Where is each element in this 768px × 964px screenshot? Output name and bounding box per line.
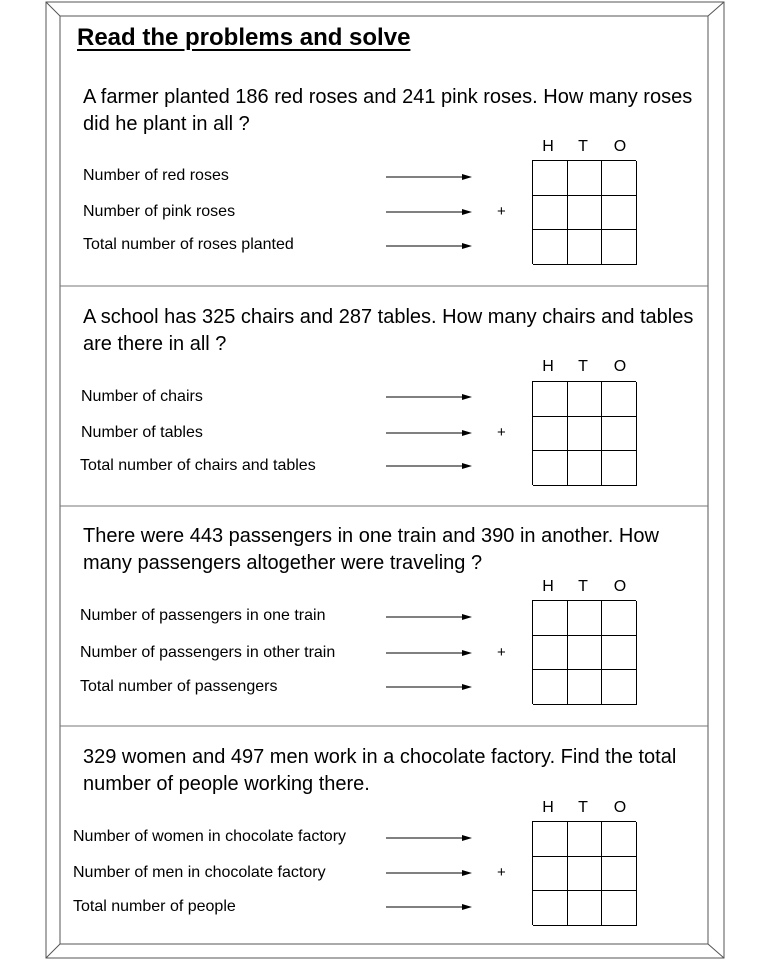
row-label: Number of tables: [81, 424, 203, 441]
arrow-icon: [386, 649, 472, 657]
row-label: Number of women in chocolate factory: [73, 828, 347, 845]
row-label: Number of pink roses: [83, 203, 236, 220]
plus-sign: +: [497, 864, 506, 881]
grid-cell[interactable]: [568, 417, 602, 451]
grid-cell[interactable]: [533, 417, 568, 451]
problem-3: [0, 523, 768, 743]
worksheet-title: Read the problems and solve: [77, 24, 411, 51]
ones-header: O: [613, 358, 627, 375]
grid-cell[interactable]: [533, 601, 568, 636]
arrow-icon: [386, 393, 472, 401]
hundreds-header: H: [542, 358, 554, 375]
grid-cell[interactable]: [568, 161, 602, 196]
row-label: Total number of chairs and tables: [80, 457, 316, 474]
grid-cell[interactable]: [602, 230, 637, 265]
arrow-icon: [386, 242, 472, 250]
row-label: Number of red roses: [83, 167, 229, 184]
grid-cell[interactable]: [602, 891, 637, 926]
hundreds-header: H: [542, 799, 554, 816]
row-label: Total number of people: [73, 898, 236, 915]
plus-sign: +: [497, 203, 506, 220]
grid-cell[interactable]: [533, 196, 568, 230]
grid-cell[interactable]: [602, 196, 637, 230]
grid-cell[interactable]: [533, 670, 568, 705]
row-label: Number of passengers in one train: [80, 607, 326, 624]
arrow-icon: [386, 869, 472, 877]
problem-4: [0, 744, 768, 964]
hto-answer-grid: [532, 821, 636, 925]
grid-cell[interactable]: [602, 822, 637, 857]
grid-cell[interactable]: [602, 636, 637, 670]
arrow-icon: [386, 429, 472, 437]
plus-sign: +: [497, 644, 506, 661]
grid-cell[interactable]: [533, 451, 568, 486]
grid-cell[interactable]: [568, 822, 602, 857]
grid-cell[interactable]: [568, 636, 602, 670]
grid-cell[interactable]: [568, 670, 602, 705]
row-label: Total number of passengers: [80, 678, 278, 695]
tens-header: T: [578, 799, 588, 816]
grid-cell[interactable]: [533, 382, 568, 417]
plus-sign: +: [497, 424, 506, 441]
arrow-icon: [386, 834, 472, 842]
grid-cell[interactable]: [602, 670, 637, 705]
grid-cell[interactable]: [568, 891, 602, 926]
problem-text: 329 women and 497 men work in a chocolate factory. Find the total number of people working there.: [83, 746, 677, 795]
tens-header: T: [578, 358, 588, 375]
grid-cell[interactable]: [568, 230, 602, 265]
problem-2: [0, 304, 768, 524]
hundreds-header: H: [542, 138, 554, 155]
grid-cell[interactable]: [533, 857, 568, 891]
grid-cell[interactable]: [568, 451, 602, 486]
hundreds-header: H: [542, 578, 554, 595]
hto-answer-grid: [532, 381, 636, 485]
grid-cell[interactable]: [568, 196, 602, 230]
row-label: Total number of roses planted: [83, 236, 294, 253]
row-label: Number of men in chocolate factory: [73, 864, 326, 881]
tens-header: T: [578, 138, 588, 155]
arrow-icon: [386, 462, 472, 470]
problem-text: There were 443 passengers in one train and 390 in another. How many passengers altogether were traveling ?: [83, 525, 659, 574]
arrow-icon: [386, 173, 472, 181]
grid-cell[interactable]: [533, 230, 568, 265]
hto-answer-grid: [532, 600, 636, 704]
grid-cell[interactable]: [602, 161, 637, 196]
grid-cell[interactable]: [533, 891, 568, 926]
arrow-icon: [386, 903, 472, 911]
hto-answer-grid: [532, 160, 636, 264]
grid-cell[interactable]: [602, 451, 637, 486]
grid-cell[interactable]: [568, 857, 602, 891]
ones-header: O: [613, 799, 627, 816]
problem-1: [0, 84, 768, 304]
grid-cell[interactable]: [602, 857, 637, 891]
arrow-icon: [386, 208, 472, 216]
grid-cell[interactable]: [533, 161, 568, 196]
ones-header: O: [613, 138, 627, 155]
problem-text: A farmer planted 186 red roses and 241 pink roses. How many roses did he plant in all ?: [83, 86, 693, 135]
grid-cell[interactable]: [533, 822, 568, 857]
grid-cell[interactable]: [568, 382, 602, 417]
problem-text: A school has 325 chairs and 287 tables. How many chairs and tables are there in all ?: [83, 306, 694, 355]
grid-cell[interactable]: [533, 636, 568, 670]
ones-header: O: [613, 578, 627, 595]
row-label: Number of passengers in other train: [80, 644, 336, 661]
grid-cell[interactable]: [568, 601, 602, 636]
grid-cell[interactable]: [602, 417, 637, 451]
arrow-icon: [386, 683, 472, 691]
arrow-icon: [386, 613, 472, 621]
grid-cell[interactable]: [602, 382, 637, 417]
tens-header: T: [578, 578, 588, 595]
grid-cell[interactable]: [602, 601, 637, 636]
row-label: Number of chairs: [81, 388, 203, 405]
